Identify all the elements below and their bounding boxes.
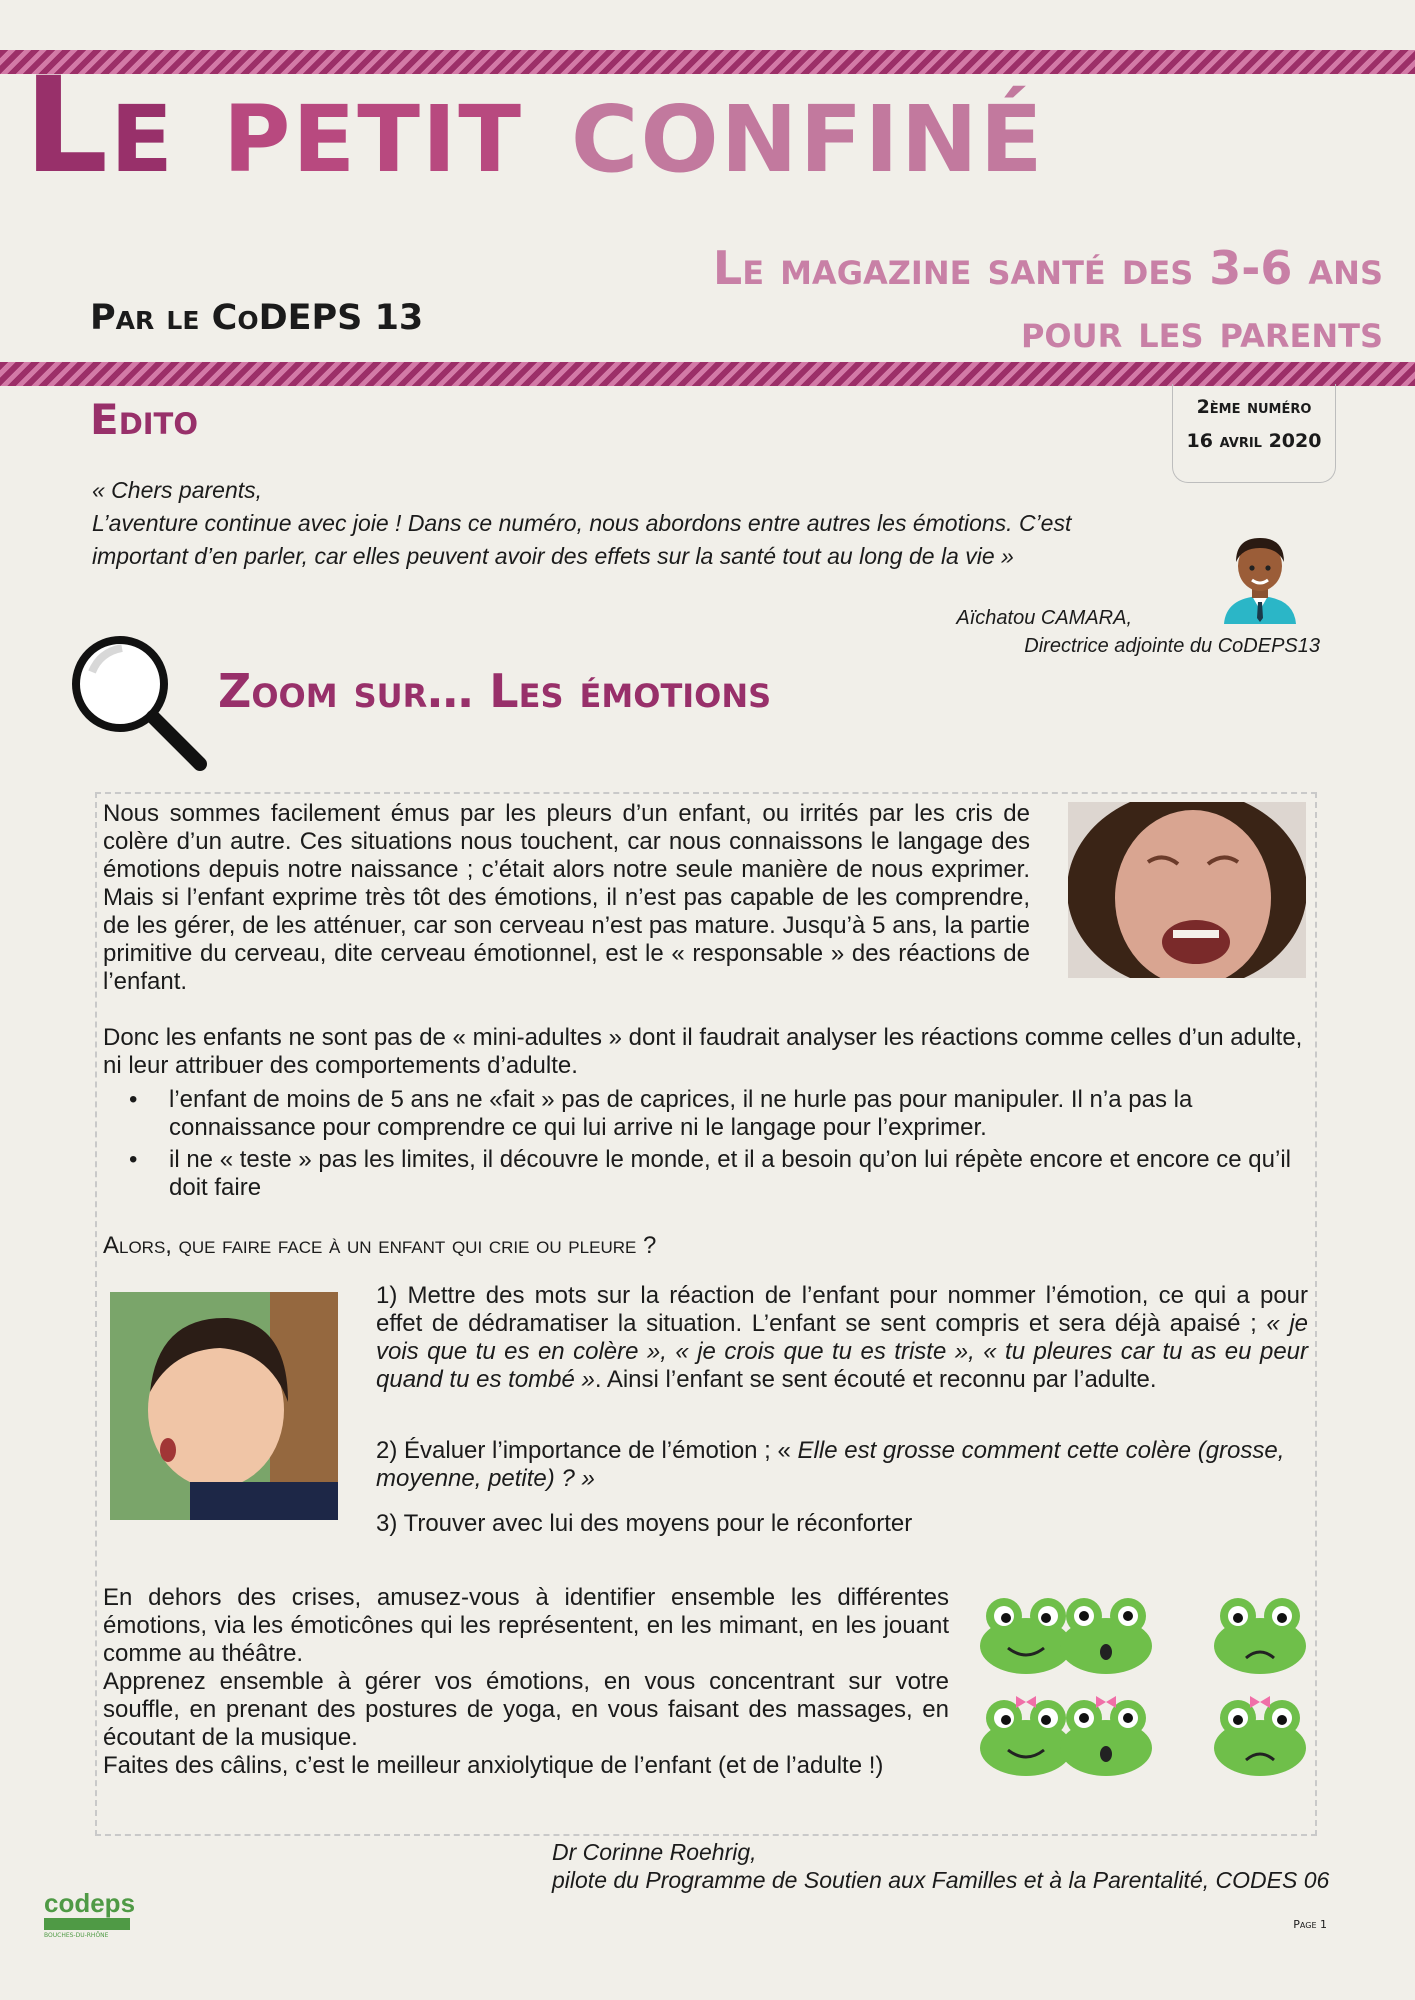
- step-2-quote: Elle est grosse comment cette colère (grosse, moyenne, petite) ? »: [376, 1437, 1285, 1492]
- byline: Par le CoDEPS 13: [90, 298, 424, 338]
- step-1-text-c: . Ainsi l’enfant se sent écouté et reconnu par l’adulte.: [594, 1366, 1157, 1393]
- edito-text: [92, 474, 1202, 573]
- issue-date: 16 avril 2020: [1186, 430, 1322, 452]
- masthead-divider-stripe: [0, 362, 1415, 386]
- edito-line-1: « Chers parents,: [92, 477, 263, 503]
- footer-signature: [552, 1838, 1329, 1894]
- frog-girl-sad-icon: [1212, 1690, 1308, 1776]
- zoom-paragraph-1: Nous sommes facilement émus par les pleurs d’un enfant, ou irrités par les cris de colère d’un autre. Ces situations nous touchent, car nous connaissons le langage des émotions depuis notre naissance ; c’était alors notre seule manière de nous exprimer. Mais si l’enfant exprime très tôt des émotions, il n’est pas capable de les comprendre, de les gérer, de les atténuer, car son cerveau n’est pas mature. Jusqu’à 5 ans, la partie primitive du cerveau, dite cerveau émotionnel, est le « responsable » des réactions de l’enfant.: [103, 800, 1030, 995]
- codeps-logo: [44, 1890, 135, 1939]
- step-3: 3) Trouver avec lui des moyens pour le réconforter: [376, 1510, 913, 1537]
- step-1: [376, 1282, 1308, 1394]
- subtitle-line-1: Le magazine santé des 3-6 ans: [712, 241, 1383, 295]
- title-word-3: confiné: [570, 49, 1045, 203]
- zoom-paragraph-5: Faites des câlins, c’est le meilleur anxiolytique de l’enfant (et de l’adulte !): [103, 1752, 884, 1779]
- zoom-paragraph-2: Donc les enfants ne sont pas de « mini-adultes » dont il faudrait analyser les réactions comme celles d’un adulte, ni leur attribuer des comportements d’adulte.: [103, 1024, 1303, 1079]
- list-item: • il ne « teste » pas les limites, il découvre le monde, et il a besoin qu’on lui répète encore et encore ce qu’il doit faire: [103, 1146, 1308, 1202]
- frog-sad-icon: [1212, 1596, 1308, 1674]
- toddler-photo: [110, 1292, 338, 1520]
- footer-author: Dr Corinne Roehrig,: [552, 1839, 757, 1865]
- frog-girl-surprised-icon: [1058, 1690, 1154, 1776]
- zoom-heading: Zoom sur… Les émotions: [218, 664, 772, 718]
- title-word-1: Le: [24, 49, 175, 203]
- logo-subtitle: BOUCHES-DU-RHÔNE: [44, 1932, 109, 1939]
- page-number: Page 1: [1293, 1918, 1327, 1931]
- step-2-text-a: 2) Évaluer l’importance de l’émotion ; «: [376, 1437, 798, 1464]
- edito-line-2: L’aventure continue avec joie ! Dans ce numéro, nous abordons entre autres les émotions. C’est important d’en parler, car elles peuvent avoir des effets sur la santé tout au long de la vie »: [92, 510, 1072, 569]
- subtitle-line-2: pour les parents: [1020, 304, 1383, 358]
- zoom-bullet-list: [103, 1086, 1308, 1206]
- zoom-paragraph-4: Apprenez ensemble à gérer vos émotions, en vous concentrant sur votre souffle, en prenant des postures de yoga, en vous faisant des massages, en écoutant de la musique.: [103, 1668, 949, 1751]
- magazine-title: [24, 49, 1045, 203]
- step-1-quote: « je vois que tu es en colère », « je crois que tu es triste », « tu pleures car tu as eu peur quand tu es tombé »: [376, 1310, 1308, 1393]
- avatar-icon: [1216, 528, 1304, 624]
- list-item: • l’enfant de moins de 5 ans ne «fait » pas de caprices, il ne hurle pas pour manipuler. Il n’a pas la connaissance pour comprendre ce qui lui arrive ni le langage pour l’exprimer.: [103, 1086, 1308, 1142]
- zoom-question: Alors, que faire face à un enfant qui crie ou pleure ?: [103, 1232, 657, 1259]
- issue-number: 2ème numéro: [1196, 396, 1312, 418]
- magnifier-icon: [68, 632, 208, 772]
- logo-wordmark: codeps: [44, 1888, 136, 1918]
- zoom-closing: [103, 1584, 949, 1780]
- footer-author-role: pilote du Programme de Soutien aux Familles et à la Parentalité, CODES 06: [552, 1867, 1330, 1893]
- edito-heading: Edito: [90, 395, 198, 444]
- step-1-text-a: 1) Mettre des mots sur la réaction de l’enfant pour nommer l’émotion, ce qui a pour effet de dédramatiser la situation. L’enfant se sent compris et sera déjà apaisé ;: [376, 1282, 1308, 1337]
- zoom-paragraph-3: En dehors des crises, amusez-vous à identifier ensemble les différentes émotions, via les émoticônes qui les représentent, en les mimant, en les jouant comme au théâtre.: [103, 1584, 949, 1667]
- crying-child-photo: [1068, 802, 1306, 978]
- edito-signer-name: Aïchatou CAMARA,: [956, 607, 1132, 629]
- frog-surprised-icon: [1058, 1596, 1154, 1674]
- title-word-2: petit: [222, 49, 523, 203]
- step-2: [376, 1437, 1308, 1493]
- issue-tab: [1172, 384, 1336, 483]
- edito-signer-role: Directrice adjointe du CoDEPS13: [1024, 635, 1320, 657]
